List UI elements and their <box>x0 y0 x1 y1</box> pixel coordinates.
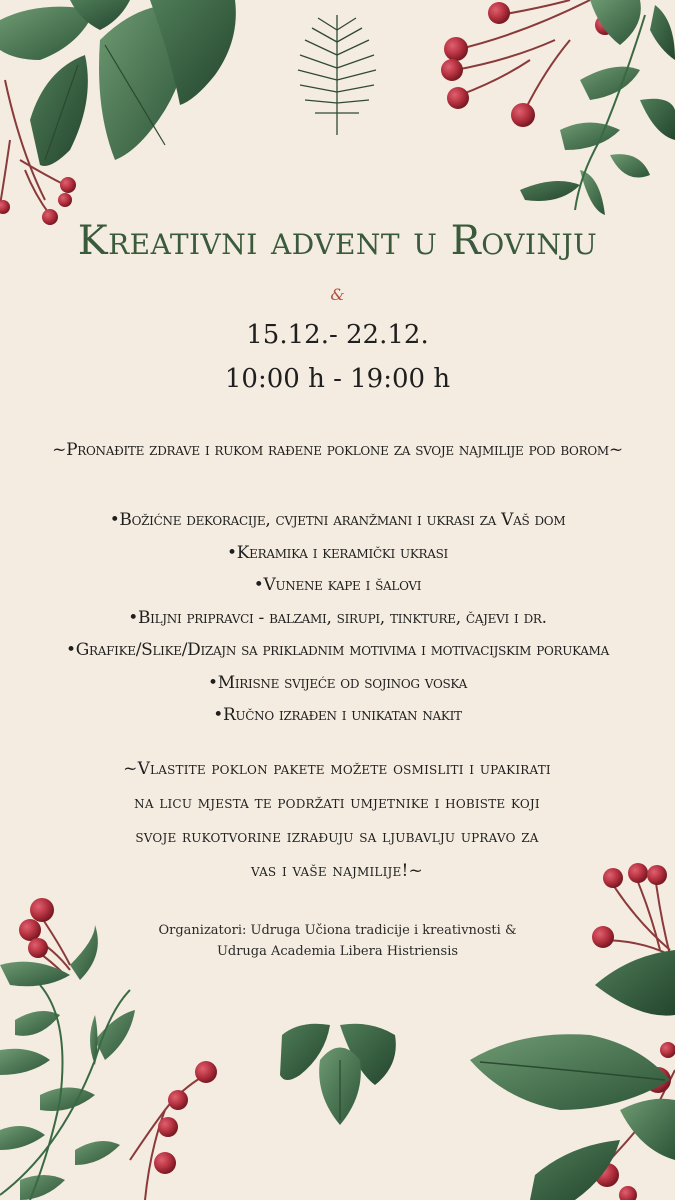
list-item: •Biljni pripravci - balzami, sirupi, tinkture, čajevi i dr. <box>128 607 547 628</box>
list-item: •Keramika i keramički ukrasi <box>227 542 448 563</box>
message-line: na licu mjesta te podržati umjetnike i hobiste koji <box>134 793 540 813</box>
list-item: •Ručno izrađen i unikatan nakit <box>213 705 462 725</box>
list-item: •Božićne dekoracije, cvjetni aranžmani i ukrasi za Vaš dom <box>109 510 566 530</box>
organizers-line: Organizatori: Udruga Učiona tradicije i kreativnosti & <box>158 923 517 938</box>
list-item: •Grafike/Slike/Dizajn sa prikladnim motivima i motivacijskim porukama <box>66 640 609 660</box>
message-line: svoje rukotvorine izrađuju sa ljubavlju upravo za <box>135 827 539 847</box>
event-dates: 15.12.- 22.12. <box>246 320 429 350</box>
message-line: vas i vaše najmilije!~ <box>251 861 423 881</box>
event-hours: 10:00 h - 19:00 h <box>224 364 451 394</box>
product-list <box>0 504 675 732</box>
message-line: ~Vlastite poklon pakete možete osmisliti i upakirati <box>123 759 551 779</box>
poster-title: Kreativni advent u Rovinju <box>77 218 598 264</box>
organizers <box>0 920 675 962</box>
list-item: •Mirisne svijeće od sojinog voska <box>208 672 467 693</box>
organizers-line: Udruga Academia Libera Histriensis <box>216 944 459 959</box>
tagline: ~Pronađite zdrave i rukom rađene poklone za svoje najmilije pod borom~ <box>52 440 623 460</box>
ampersand-ornament: & <box>330 285 345 304</box>
closing-message <box>62 752 612 888</box>
list-item: •Vunene kape i šalovi <box>253 575 422 595</box>
